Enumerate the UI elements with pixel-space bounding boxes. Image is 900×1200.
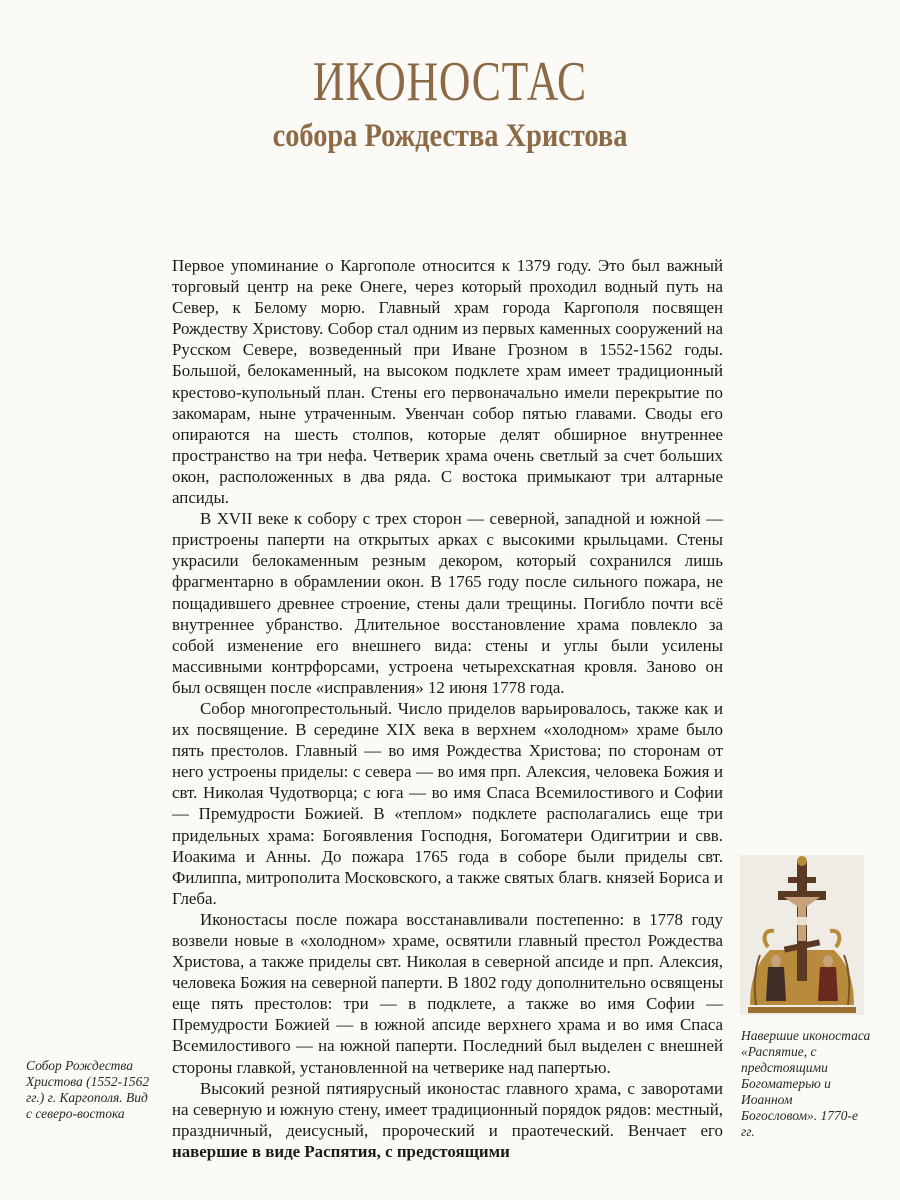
- paragraph-2: В XVII веке к собору с трех сторон — северной, западной и южной — пристроены паперти на открытых арках с высокими крыльцами. Стены украсили белокаменным резным декором, который сохранился лишь фрагментарно в обрамлении окон. В 1765 году после сильного пожара, не пощадившего древнее строение, стены дали трещины. Погибло почти всё внутреннее убранство. Длительное восстановление храма повлекло за собой изменение его внешнего вида: стены и углы были усилены массивными контрфорсами, устроена четырехскатная кровля. Заново он был освящен после «исправления» 12 июня 1778 года.: [172, 509, 723, 697]
- article-body: [172, 255, 723, 1162]
- paragraph-5-bold: навершие в виде Распятия, с предстоящими: [172, 1141, 510, 1161]
- paragraph-5: [172, 1078, 723, 1162]
- crucifix-icon-photo: [740, 855, 864, 1015]
- paragraph-4: Иконостасы после пожара восстанавливали постепенно: в 1778 году возвели новые в «холодном» храме, освятили главный престол Рождества Христова, а также приделы свт. Николая в северной апсиде и прп. Алексия, человека Божия на северной паперти. В 1802 году дополнительно освящены еще пять престолов: три — в подклете, а также во имя Софии — Премудрости Божией — в южной апсиде верхнего храма и во имя Спаса Всемилостивого — на южной паперти. Последний был выделен с внешней стороны главкой, установленной на четверике над папертью.: [172, 909, 723, 1077]
- caption-crucifix-icon: Навершие иконостаса «Распятие, с предстоящими Богоматерью и Иоанном Богословом». 1770-е гг.: [741, 1028, 871, 1139]
- paragraph-3: Собор многопрестольный. Число приделов варьировалось, также как и их посвящение. В середине XIX века в верхнем «холодном» храме было пять престолов. Главный — во имя Рождества Христова; по сторонам от него устроены приделы: с севера — во имя прп. Алексия, человека Божия и свт. Николая Чудотворца; с юга — во имя Спаса Всемилостивого и Софии — Премудрости Божией. В «теплом» подклете располагались еще три придельных храма: Богоявления Господня, Богоматери Одигитрии и свв. Иоакима и Анны. До пожара 1765 года в соборе были приделы свт. Филиппа, митрополита Московского, а также святых благв. князей Бориса и Глеба.: [172, 698, 723, 908]
- paragraph-1: Первое упоминание о Каргополе относится к 1379 году. Это был важный торговый центр на реке Онеге, через который проходил водный путь на Север, к Белому морю. Главный храм города Каргополя посвящен Рождеству Христову. Собор стал одним из первых каменных сооружений на Русском Севере, возведенный при Иване Грозном в 1552-1562 годы. Большой, белокаменный, на высоком подклете храм имеет традиционный крестово-купольный план. Стены его первоначально имели перекрытие по закомарам, ныне утраченным. Увенчан собор пятью главами. Своды его опираются на шесть столпов, которые делят обширное внутреннее пространство на три нефа. Четверик храма очень светлый за счет больших окон, расположенных в два ряда. С востока примыкают три алтарные апсиды.: [172, 256, 723, 508]
- page-title: ИКОНОСТАС: [313, 51, 587, 113]
- caption-cathedral-photo: Собор Рождества Христова (1552-1562 гг.) г. Каргополя. Вид с северо-востока: [26, 1058, 150, 1121]
- page-subtitle: собора Рождества Христова: [272, 118, 628, 154]
- crucifix-icon: [740, 855, 864, 1015]
- paragraph-5-text: Высокий резной пятиярусный иконостас главного храма, с заворотами на северную и южную стену, имеет традиционный порядок рядов: местный, праздничный, деисусный, пророческий и праотеческий. Венчает его: [172, 1078, 723, 1140]
